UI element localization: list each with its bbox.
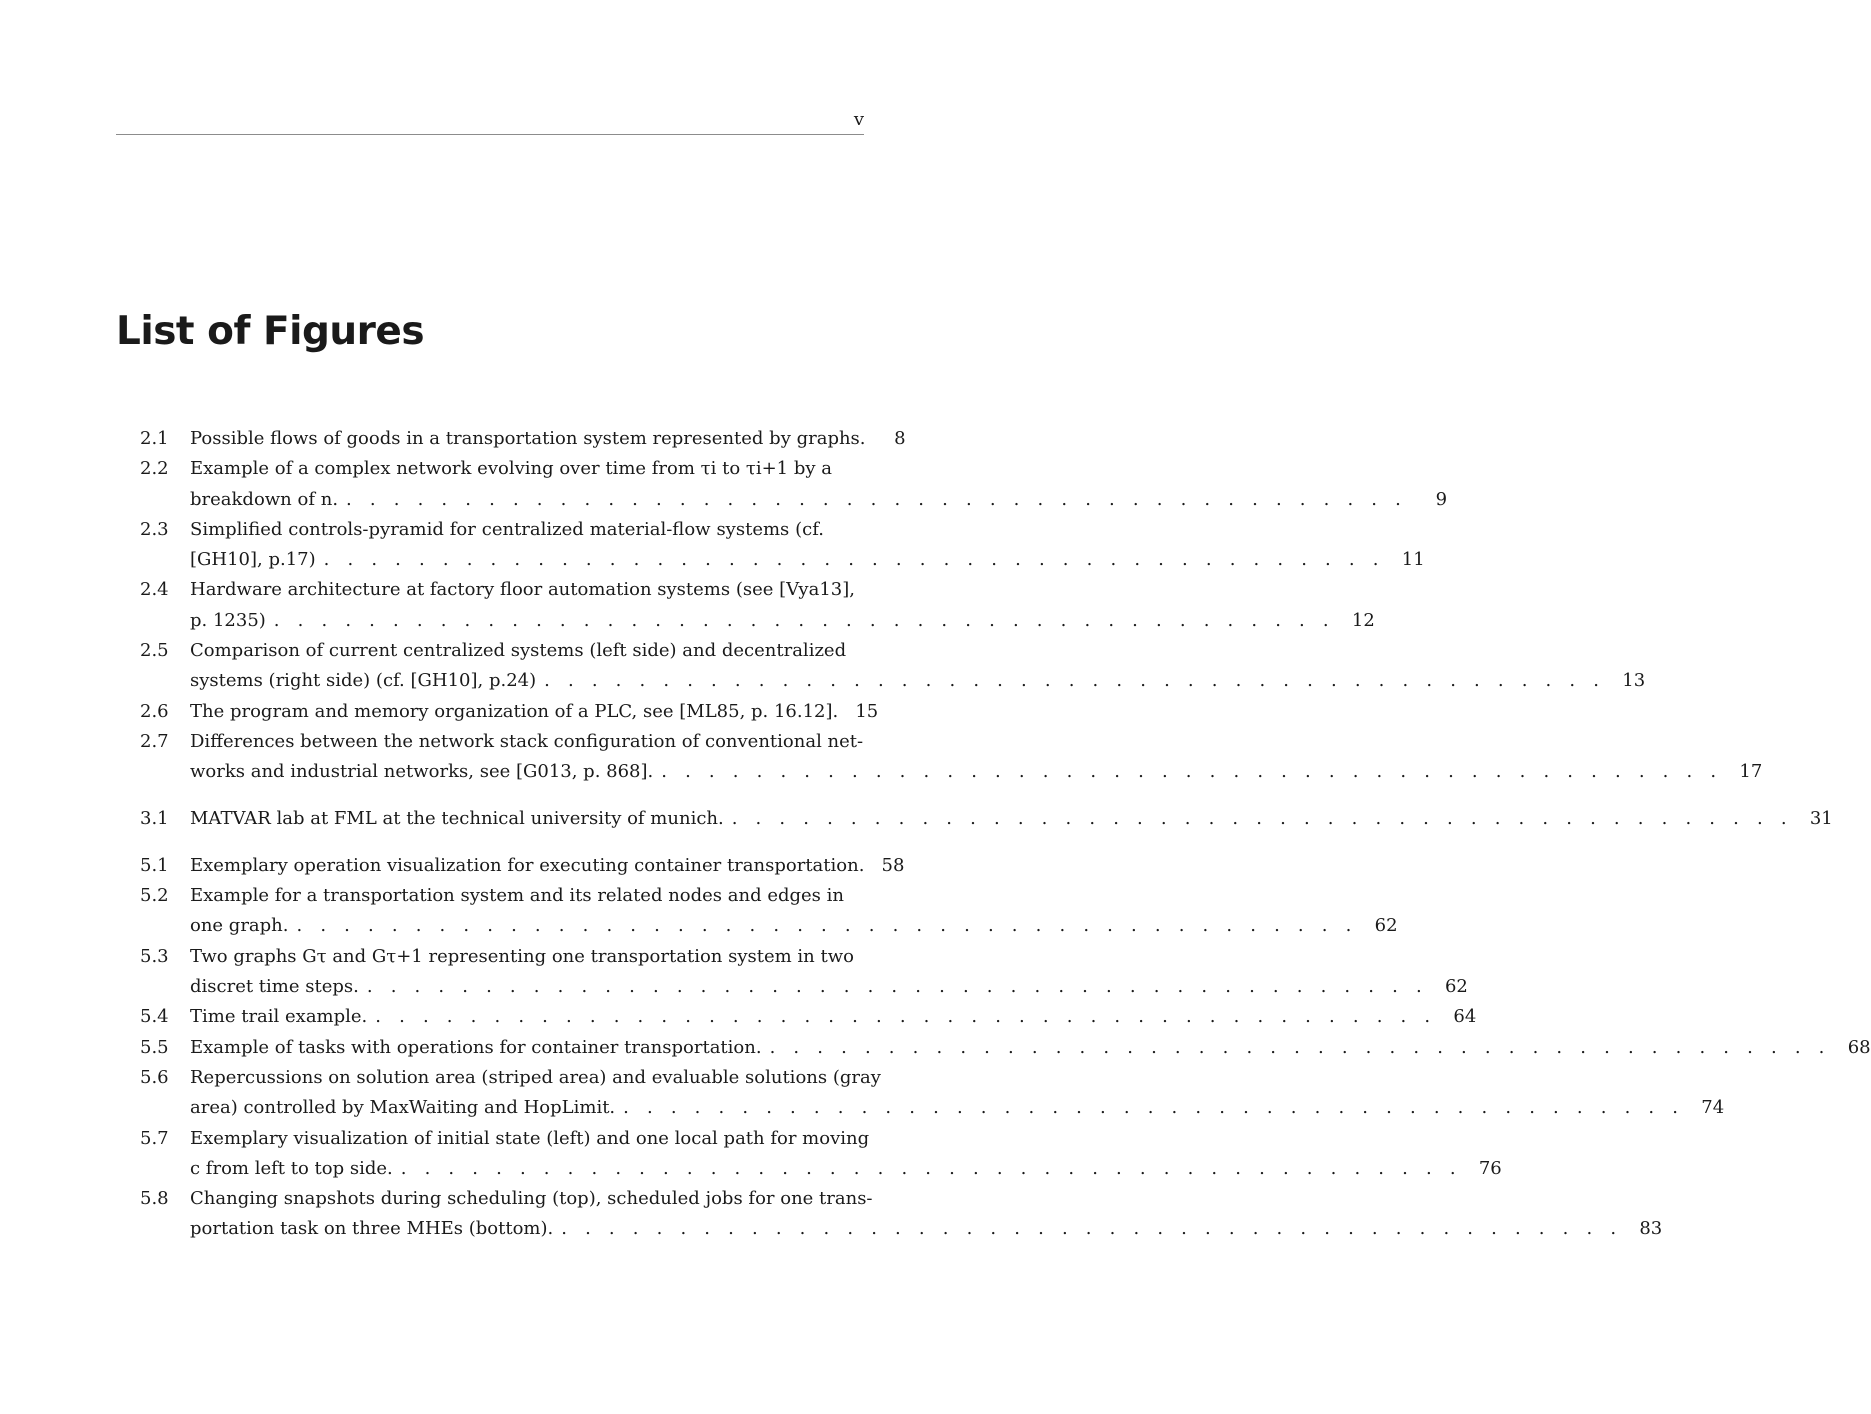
- dot-leader: . . . . . . . . . . . . . . . . . . . . . . . . . . . . . . . . . . . . . . . . . . . . .: [323, 549, 1385, 571]
- page-ref[interactable]: 58: [881, 854, 905, 876]
- caption-line: [190, 972, 1468, 1002]
- caption-line: [190, 851, 905, 881]
- caption-text: portation task on three MHEs (bottom).: [190, 1218, 554, 1240]
- caption-text: Exemplary operation visualization for executing container transportation.: [190, 854, 865, 876]
- figure-caption: [190, 1184, 1663, 1245]
- dot-leader: . . . . . . . . . . . . . . . . . . . . . . . . . . . . . . . . . . . . . . . . . . . . .: [769, 1036, 1831, 1058]
- figure-entry[interactable]: [140, 636, 1646, 697]
- figure-entry[interactable]: [140, 727, 1763, 788]
- figure-group: [140, 804, 1833, 834]
- figure-caption: [190, 515, 1425, 576]
- page-ref[interactable]: 11: [1401, 549, 1425, 571]
- figure-entry[interactable]: [140, 851, 905, 881]
- caption-line: [190, 757, 1763, 787]
- caption-line: [190, 1033, 1871, 1063]
- caption-text: Hardware architecture at factory floor automation systems (see [Vya13],: [190, 579, 855, 601]
- caption-text: Exemplary visualization of initial state (left) and one local path for moving: [190, 1127, 870, 1149]
- page-ref[interactable]: 76: [1478, 1157, 1502, 1179]
- dot-leader: . . . . . . . . . . . . . . . . . . . . . . . . . . . . . . . . . . . . . . . . . . . . .: [400, 1157, 1462, 1179]
- caption-line: [190, 545, 1425, 575]
- caption-line: [190, 606, 1375, 636]
- caption-line: [190, 1093, 1725, 1123]
- caption-line: [190, 697, 879, 727]
- page-ref[interactable]: 74: [1701, 1097, 1725, 1119]
- figure-entry[interactable]: [140, 881, 1398, 942]
- figure-number: 2.6: [140, 700, 169, 722]
- caption-text: Simplified controls-pyramid for centralized material-flow systems (cf.: [190, 518, 824, 540]
- dot-leader: . . . . . . . . . . . . . . . . . . . . . . . . . . . . . . . . . . . . . . . . . . . . .: [366, 976, 1428, 998]
- figure-group: [140, 851, 1871, 1245]
- figure-caption: [190, 636, 1646, 697]
- caption-line: [190, 485, 1448, 515]
- caption-line: [190, 1124, 870, 1154]
- figure-caption: [190, 881, 1398, 942]
- figure-caption: [190, 727, 1763, 788]
- caption-text: p. 1235): [190, 609, 266, 631]
- page-ref[interactable]: 83: [1639, 1218, 1663, 1240]
- figure-number: 5.2: [140, 885, 169, 907]
- caption-line: [190, 1002, 1477, 1032]
- caption-text: one graph.: [190, 915, 289, 937]
- dot-leader: . . . . . . . . . . . . . . . . . . . . . . . . . . . . . . . . . . . . . . . . . . . . .: [623, 1097, 1685, 1119]
- caption-line: [190, 666, 1646, 696]
- caption-line: [190, 636, 864, 666]
- page-ref[interactable]: 9: [1435, 488, 1448, 510]
- figure-caption: [190, 1002, 1477, 1032]
- caption-text: works and industrial networks, see [G013, p. 868].: [190, 761, 654, 783]
- figure-caption: [190, 575, 1375, 636]
- page-ref[interactable]: 62: [1374, 915, 1398, 937]
- figure-entry[interactable]: [140, 1002, 1477, 1032]
- caption-text: The program and memory organization of a PLC, see [ML85, p. 16.12].: [190, 700, 839, 722]
- figure-caption: [190, 851, 905, 881]
- caption-text: Differences between the network stack configuration of conventional net-: [190, 730, 864, 752]
- figure-caption: [190, 697, 879, 727]
- caption-text: Time trail example.: [190, 1006, 368, 1028]
- caption-line: [190, 727, 864, 757]
- caption-text: area) controlled by MaxWaiting and HopLimit.: [190, 1097, 616, 1119]
- caption-text: c from left to top side.: [190, 1157, 393, 1179]
- caption-line: [190, 1154, 1502, 1184]
- dot-leader: . . . . . . . . . . . . . . . . . . . . . . . . . . . . . . . . . . . . . . . . . . . . .: [731, 808, 1793, 830]
- caption-line: [190, 942, 864, 972]
- figure-entry[interactable]: [140, 424, 906, 454]
- dot-leader: . . . . . . . . . . . . . . . . . . . . . . . . . . . . . . . . . . . . . . . . . . . . .: [561, 1218, 1623, 1240]
- caption-text: breakdown of n.: [190, 488, 339, 510]
- figure-number: 5.1: [140, 854, 169, 876]
- figure-caption: [190, 942, 1468, 1003]
- figure-entry[interactable]: [140, 1184, 1663, 1245]
- figure-entry[interactable]: [140, 942, 1468, 1003]
- page-ref[interactable]: 17: [1739, 761, 1763, 783]
- page-number: v: [853, 109, 864, 130]
- dot-leader: . . . . . . . . . . . . . . . . . . . . . . . . . . . . . . . . . . . . . . . . . . . . .: [375, 1006, 1437, 1028]
- figure-number: 2.1: [140, 428, 169, 449]
- caption-text: systems (right side) (cf. [GH10], p.24): [190, 670, 537, 692]
- caption-text: Example of tasks with operations for container transportation.: [190, 1036, 762, 1058]
- page-ref[interactable]: 13: [1622, 670, 1646, 692]
- caption-text: Comparison of current centralized systems (left side) and decentralized: [190, 640, 847, 662]
- caption-line: [190, 911, 1398, 941]
- chapter-title: List of Figures: [116, 309, 425, 354]
- figure-caption: [190, 1033, 1871, 1063]
- caption-line: [190, 454, 864, 484]
- figure-number: 2.4: [140, 579, 169, 601]
- figure-number: 2.3: [140, 518, 169, 540]
- caption-text: Changing snapshots during scheduling (top), scheduled jobs for one trans-: [190, 1188, 873, 1210]
- caption-text: MATVAR lab at FML at the technical university of munich.: [190, 808, 724, 830]
- caption-text: Example of a complex network evolving over time from τi to τi+1 by a: [190, 458, 832, 480]
- figure-caption: [190, 804, 1833, 834]
- figure-entry[interactable]: [140, 1124, 1502, 1185]
- caption-text: [GH10], p.17): [190, 549, 316, 571]
- figure-entry[interactable]: [140, 804, 1833, 834]
- list-of-figures: [140, 424, 1871, 1245]
- page-ref[interactable]: 31: [1809, 808, 1833, 830]
- figure-number: 5.7: [140, 1127, 169, 1149]
- figure-entry[interactable]: [140, 1063, 1725, 1124]
- caption-line: [190, 881, 864, 911]
- page-ref[interactable]: 15: [855, 700, 879, 722]
- figure-caption: [190, 454, 1448, 515]
- caption-line: [190, 515, 864, 545]
- dot-leader: . . . . . . . . . . . . . . . . . . . . . . . . . . . . . . . . . . . . . . . . . . . . .: [346, 488, 1408, 510]
- figure-caption: [190, 1124, 1502, 1185]
- caption-text: Repercussions on solution area (striped area) and evaluable solutions (gray: [190, 1066, 881, 1088]
- figure-number: 2.5: [140, 640, 169, 662]
- caption-line: [190, 1063, 881, 1093]
- figure-number: 2.2: [140, 458, 169, 480]
- caption-line: [190, 424, 906, 454]
- dot-leader: . . . . . . . . . . . . . . . . . . . . . . . . . . . . . . . . . . . . . . . . . . . . .: [296, 915, 1358, 937]
- caption-text: Two graphs Gτ and Gτ+1 representing one transportation system in two: [190, 945, 854, 967]
- page-ref[interactable]: 12: [1351, 609, 1375, 631]
- figure-entry[interactable]: [140, 1033, 1871, 1063]
- figure-caption: [190, 1063, 1725, 1124]
- page-ref[interactable]: 8: [894, 428, 906, 449]
- figure-group: [140, 424, 1763, 788]
- caption-line: [190, 1214, 1663, 1244]
- figure-number: 5.5: [140, 1036, 169, 1058]
- page-ref[interactable]: 64: [1453, 1006, 1477, 1028]
- figure-entry[interactable]: [140, 575, 1375, 636]
- dot-leader: . . . . . . . . . . . . . . . . . . . . . . . . . . . . . . . . . . . . . . . . . . . . .: [661, 761, 1723, 783]
- figure-number: 2.7: [140, 730, 169, 752]
- caption-line: [190, 1184, 873, 1214]
- page-ref[interactable]: 68: [1847, 1036, 1871, 1058]
- dot-leader: . . . . . . . . . . . . . . . . . . . . . . . . . . . . . . . . . . . . . . . . . . . . .: [544, 670, 1606, 692]
- figure-number: 5.6: [140, 1066, 169, 1088]
- figure-entry[interactable]: [140, 454, 1448, 515]
- figure-number: 5.8: [140, 1188, 169, 1210]
- figure-number: 5.3: [140, 945, 169, 967]
- caption-text: Example for a transportation system and its related nodes and edges in: [190, 885, 844, 907]
- caption-line: [190, 575, 864, 605]
- dot-leader: . . . . . . . . . . . . . . . . . . . . . . . . . . . . . . . . . . . . . . . . . . . . .: [273, 609, 1335, 631]
- caption-text: discret time steps.: [190, 976, 359, 998]
- figure-entry[interactable]: [140, 515, 1425, 576]
- running-header: [116, 106, 864, 135]
- caption-text: Possible flows of goods in a transportation system represented by graphs.: [190, 428, 866, 449]
- figure-entry[interactable]: [140, 697, 879, 727]
- figure-caption: [190, 424, 906, 454]
- page-ref[interactable]: 62: [1444, 976, 1468, 998]
- figure-number: 3.1: [140, 808, 169, 830]
- figure-number: 5.4: [140, 1006, 169, 1028]
- caption-line: [190, 804, 1833, 834]
